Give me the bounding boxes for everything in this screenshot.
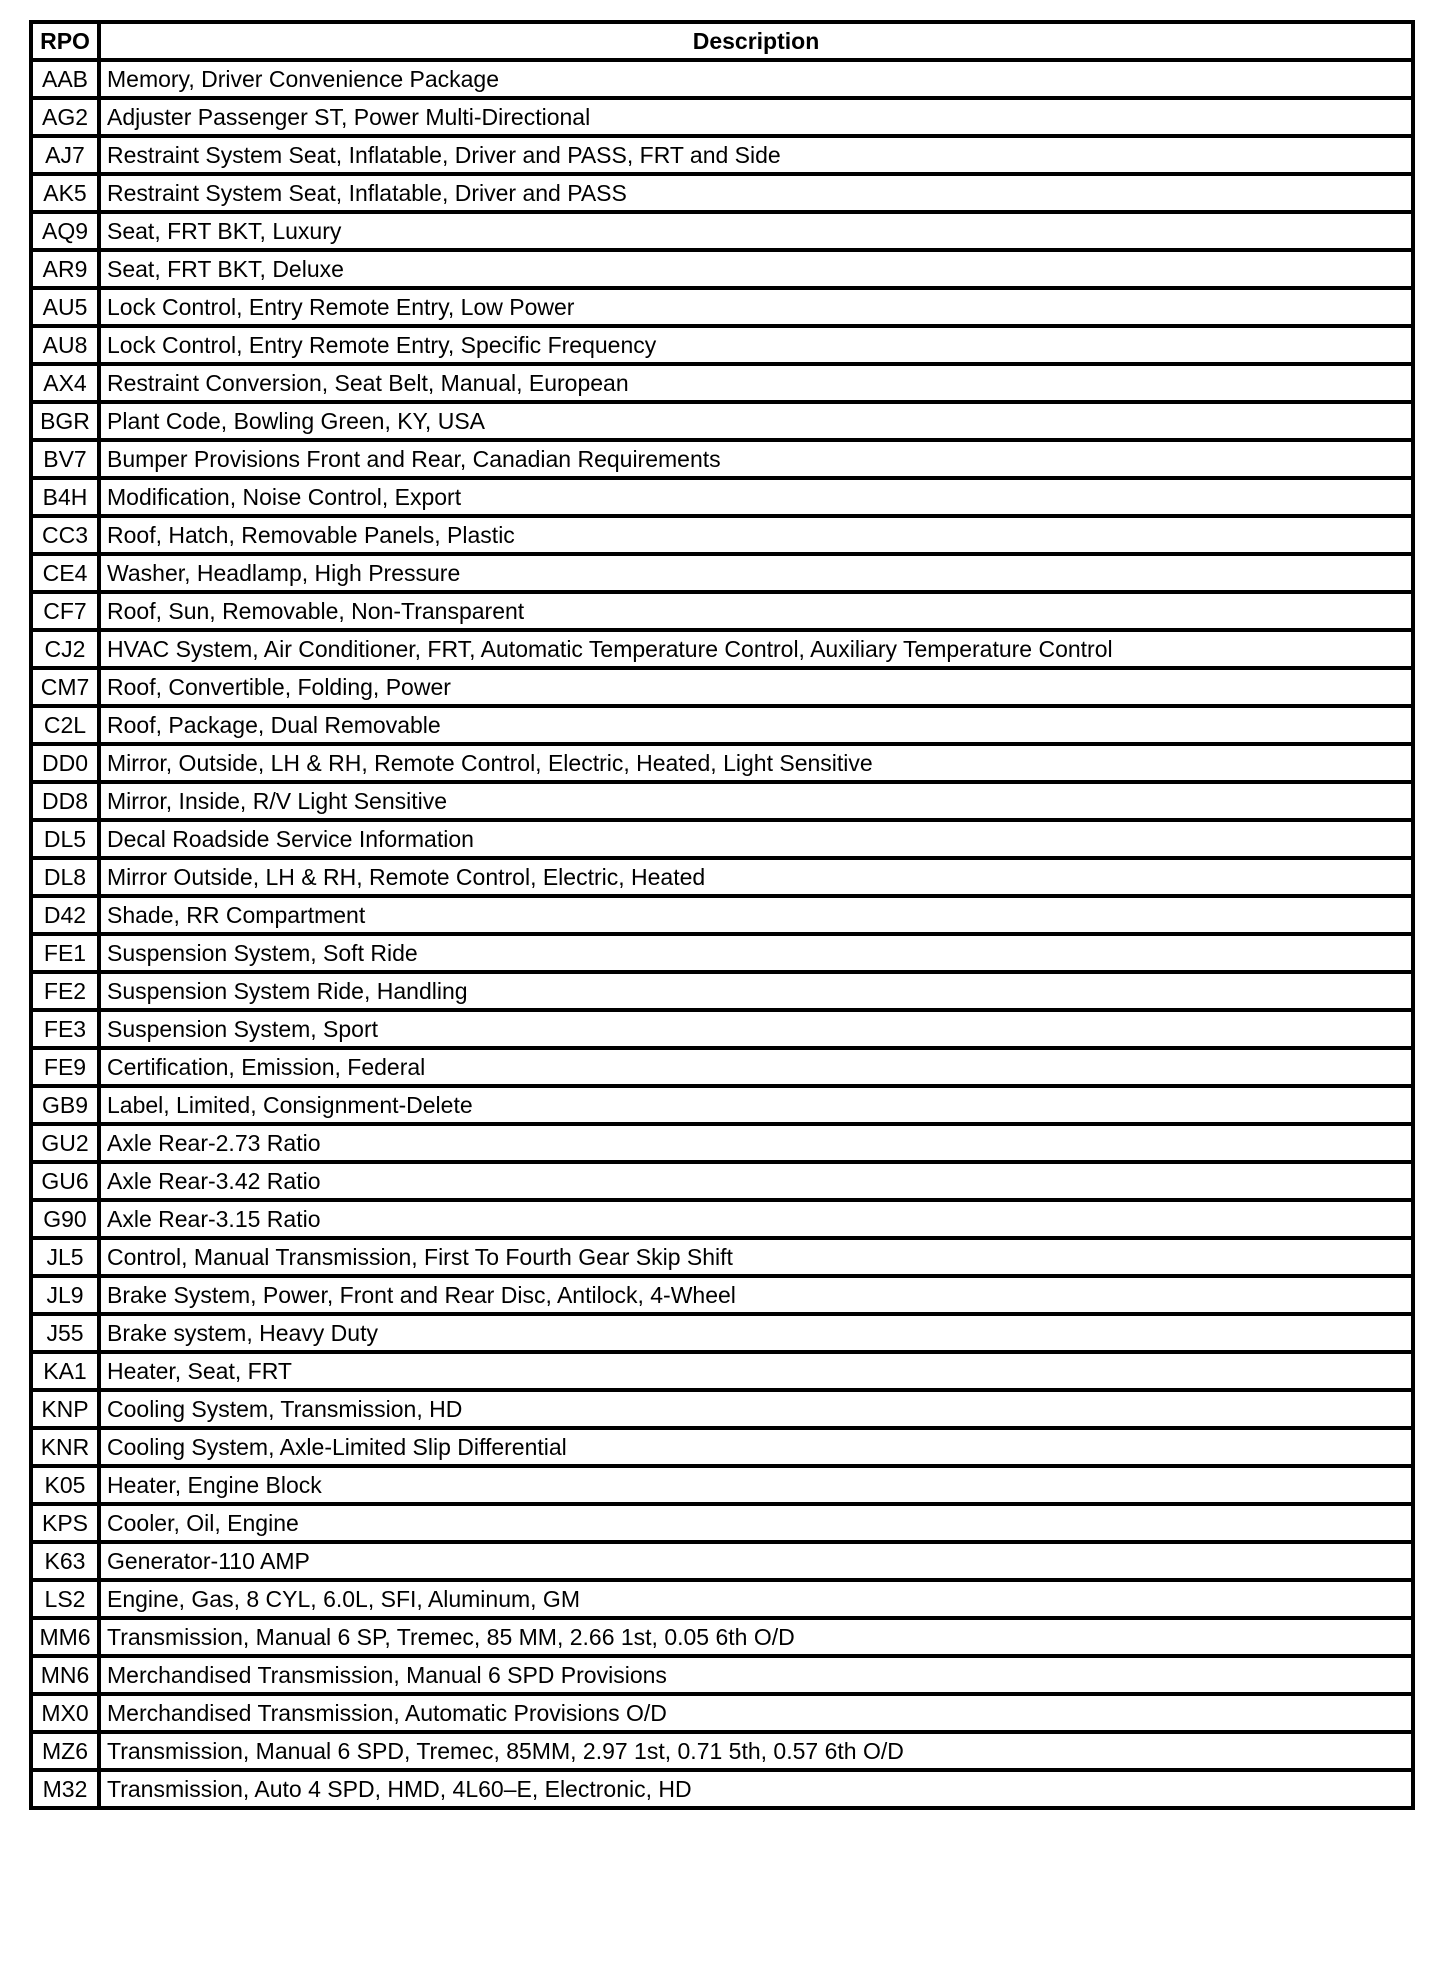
rpo-code-cell: DL5 xyxy=(31,820,99,858)
rpo-code-cell: FE1 xyxy=(31,934,99,972)
table-row xyxy=(31,1428,1413,1466)
rpo-code-cell: D42 xyxy=(31,896,99,934)
description-cell: Generator-110 AMP xyxy=(99,1542,1413,1580)
rpo-code-cell: MZ6 xyxy=(31,1732,99,1770)
description-cell: Axle Rear-2.73 Ratio xyxy=(99,1124,1413,1162)
table-row xyxy=(31,136,1413,174)
table-row xyxy=(31,1694,1413,1732)
description-cell: Decal Roadside Service Information xyxy=(99,820,1413,858)
rpo-code-cell: MN6 xyxy=(31,1656,99,1694)
rpo-code-cell: CJ2 xyxy=(31,630,99,668)
rpo-code-cell: JL9 xyxy=(31,1276,99,1314)
rpo-code-cell: FE3 xyxy=(31,1010,99,1048)
rpo-code-cell: CC3 xyxy=(31,516,99,554)
table-row xyxy=(31,1048,1413,1086)
table-row xyxy=(31,1390,1413,1428)
description-cell: Merchandised Transmission, Manual 6 SPD Provisions xyxy=(99,1656,1413,1694)
table-row xyxy=(31,1314,1413,1352)
rpo-code-cell: MX0 xyxy=(31,1694,99,1732)
description-cell: Seat, FRT BKT, Deluxe xyxy=(99,250,1413,288)
table-row xyxy=(31,1542,1413,1580)
rpo-code-cell: FE9 xyxy=(31,1048,99,1086)
description-cell: Mirror Outside, LH & RH, Remote Control, Electric, Heated xyxy=(99,858,1413,896)
description-cell: Modification, Noise Control, Export xyxy=(99,478,1413,516)
rpo-code-cell: DL8 xyxy=(31,858,99,896)
description-cell: Label, Limited, Consignment-Delete xyxy=(99,1086,1413,1124)
table-row xyxy=(31,554,1413,592)
table-row xyxy=(31,440,1413,478)
header-description: Description xyxy=(99,22,1413,60)
description-cell: Adjuster Passenger ST, Power Multi-Directional xyxy=(99,98,1413,136)
description-cell: Cooling System, Transmission, HD xyxy=(99,1390,1413,1428)
table-row xyxy=(31,1504,1413,1542)
description-cell: Roof, Hatch, Removable Panels, Plastic xyxy=(99,516,1413,554)
table-row xyxy=(31,60,1413,98)
description-cell: Transmission, Manual 6 SPD, Tremec, 85MM, 2.97 1st, 0.71 5th, 0.57 6th O/D xyxy=(99,1732,1413,1770)
description-cell: Memory, Driver Convenience Package xyxy=(99,60,1413,98)
table-row xyxy=(31,1770,1413,1808)
table-row xyxy=(31,896,1413,934)
table-row xyxy=(31,782,1413,820)
rpo-code-cell: DD0 xyxy=(31,744,99,782)
rpo-code-cell: GU6 xyxy=(31,1162,99,1200)
table-row xyxy=(31,858,1413,896)
description-cell: Heater, Engine Block xyxy=(99,1466,1413,1504)
rpo-code-cell: CM7 xyxy=(31,668,99,706)
rpo-code-cell: AG2 xyxy=(31,98,99,136)
rpo-code-cell: K05 xyxy=(31,1466,99,1504)
table-row xyxy=(31,212,1413,250)
table-row xyxy=(31,478,1413,516)
description-cell: Transmission, Manual 6 SP, Tremec, 85 MM, 2.66 1st, 0.05 6th O/D xyxy=(99,1618,1413,1656)
table-row xyxy=(31,516,1413,554)
description-cell: Control, Manual Transmission, First To Fourth Gear Skip Shift xyxy=(99,1238,1413,1276)
description-cell: Seat, FRT BKT, Luxury xyxy=(99,212,1413,250)
rpo-code-cell: DD8 xyxy=(31,782,99,820)
rpo-code-cell: GU2 xyxy=(31,1124,99,1162)
rpo-code-cell: AQ9 xyxy=(31,212,99,250)
rpo-code-cell: K63 xyxy=(31,1542,99,1580)
rpo-code-table xyxy=(29,20,1415,1810)
description-cell: Engine, Gas, 8 CYL, 6.0L, SFI, Aluminum, GM xyxy=(99,1580,1413,1618)
table-row xyxy=(31,1276,1413,1314)
header-rpo: RPO xyxy=(31,22,99,60)
table-row xyxy=(31,744,1413,782)
description-cell: Brake System, Power, Front and Rear Disc, Antilock, 4-Wheel xyxy=(99,1276,1413,1314)
rpo-code-cell: BGR xyxy=(31,402,99,440)
rpo-code-cell: KNP xyxy=(31,1390,99,1428)
rpo-code-cell: AJ7 xyxy=(31,136,99,174)
description-cell: Merchandised Transmission, Automatic Provisions O/D xyxy=(99,1694,1413,1732)
rpo-code-cell: J55 xyxy=(31,1314,99,1352)
description-cell: Mirror, Outside, LH & RH, Remote Control, Electric, Heated, Light Sensitive xyxy=(99,744,1413,782)
description-cell: Axle Rear-3.15 Ratio xyxy=(99,1200,1413,1238)
description-cell: Restraint System Seat, Inflatable, Driver and PASS, FRT and Side xyxy=(99,136,1413,174)
rpo-code-cell: BV7 xyxy=(31,440,99,478)
description-cell: Restraint Conversion, Seat Belt, Manual, European xyxy=(99,364,1413,402)
rpo-code-cell: M32 xyxy=(31,1770,99,1808)
rpo-code-cell: KNR xyxy=(31,1428,99,1466)
rpo-code-cell: AU8 xyxy=(31,326,99,364)
description-cell: Lock Control, Entry Remote Entry, Low Power xyxy=(99,288,1413,326)
description-cell: Restraint System Seat, Inflatable, Driver and PASS xyxy=(99,174,1413,212)
table-row xyxy=(31,934,1413,972)
table-row xyxy=(31,98,1413,136)
table-row xyxy=(31,402,1413,440)
rpo-code-cell: AU5 xyxy=(31,288,99,326)
rpo-code-cell: AX4 xyxy=(31,364,99,402)
description-cell: Roof, Convertible, Folding, Power xyxy=(99,668,1413,706)
table-row xyxy=(31,174,1413,212)
rpo-code-cell: LS2 xyxy=(31,1580,99,1618)
description-cell: Plant Code, Bowling Green, KY, USA xyxy=(99,402,1413,440)
table-row xyxy=(31,326,1413,364)
description-cell: Cooling System, Axle-Limited Slip Differential xyxy=(99,1428,1413,1466)
rpo-code-cell: FE2 xyxy=(31,972,99,1010)
description-cell: Roof, Package, Dual Removable xyxy=(99,706,1413,744)
rpo-code-cell: GB9 xyxy=(31,1086,99,1124)
table-row xyxy=(31,364,1413,402)
description-cell: Brake system, Heavy Duty xyxy=(99,1314,1413,1352)
table-row xyxy=(31,706,1413,744)
rpo-code-cell: AAB xyxy=(31,60,99,98)
description-cell: Heater, Seat, FRT xyxy=(99,1352,1413,1390)
description-cell: Lock Control, Entry Remote Entry, Specific Frequency xyxy=(99,326,1413,364)
table-row xyxy=(31,1732,1413,1770)
rpo-code-cell: JL5 xyxy=(31,1238,99,1276)
table-row xyxy=(31,1010,1413,1048)
table-row xyxy=(31,592,1413,630)
rpo-code-cell: AR9 xyxy=(31,250,99,288)
rpo-code-cell: KA1 xyxy=(31,1352,99,1390)
description-cell: Bumper Provisions Front and Rear, Canadian Requirements xyxy=(99,440,1413,478)
rpo-code-cell: AK5 xyxy=(31,174,99,212)
table-row xyxy=(31,250,1413,288)
table-body xyxy=(31,60,1413,1808)
table-row xyxy=(31,1124,1413,1162)
rpo-code-cell: MM6 xyxy=(31,1618,99,1656)
description-cell: Axle Rear-3.42 Ratio xyxy=(99,1162,1413,1200)
description-cell: Washer, Headlamp, High Pressure xyxy=(99,554,1413,592)
rpo-code-cell: KPS xyxy=(31,1504,99,1542)
table-row xyxy=(31,1352,1413,1390)
description-cell: Roof, Sun, Removable, Non-Transparent xyxy=(99,592,1413,630)
rpo-code-cell: CF7 xyxy=(31,592,99,630)
table-header-row xyxy=(31,22,1413,60)
table-row xyxy=(31,1238,1413,1276)
table-row xyxy=(31,288,1413,326)
description-cell: Certification, Emission, Federal xyxy=(99,1048,1413,1086)
table-row xyxy=(31,1580,1413,1618)
table-row xyxy=(31,1200,1413,1238)
table-row xyxy=(31,1618,1413,1656)
description-cell: Mirror, Inside, R/V Light Sensitive xyxy=(99,782,1413,820)
rpo-code-cell: CE4 xyxy=(31,554,99,592)
table-row xyxy=(31,1466,1413,1504)
table-row xyxy=(31,1656,1413,1694)
table-row xyxy=(31,630,1413,668)
description-cell: Transmission, Auto 4 SPD, HMD, 4L60–E, Electronic, HD xyxy=(99,1770,1413,1808)
rpo-code-cell: C2L xyxy=(31,706,99,744)
table-row xyxy=(31,820,1413,858)
description-cell: Cooler, Oil, Engine xyxy=(99,1504,1413,1542)
table-row xyxy=(31,1086,1413,1124)
description-cell: HVAC System, Air Conditioner, FRT, Automatic Temperature Control, Auxiliary Temperature Control xyxy=(99,630,1413,668)
rpo-code-cell: G90 xyxy=(31,1200,99,1238)
rpo-code-cell: B4H xyxy=(31,478,99,516)
table-row xyxy=(31,972,1413,1010)
description-cell: Suspension System Ride, Handling xyxy=(99,972,1413,1010)
table-row xyxy=(31,1162,1413,1200)
description-cell: Suspension System, Sport xyxy=(99,1010,1413,1048)
table-row xyxy=(31,668,1413,706)
description-cell: Shade, RR Compartment xyxy=(99,896,1413,934)
description-cell: Suspension System, Soft Ride xyxy=(99,934,1413,972)
